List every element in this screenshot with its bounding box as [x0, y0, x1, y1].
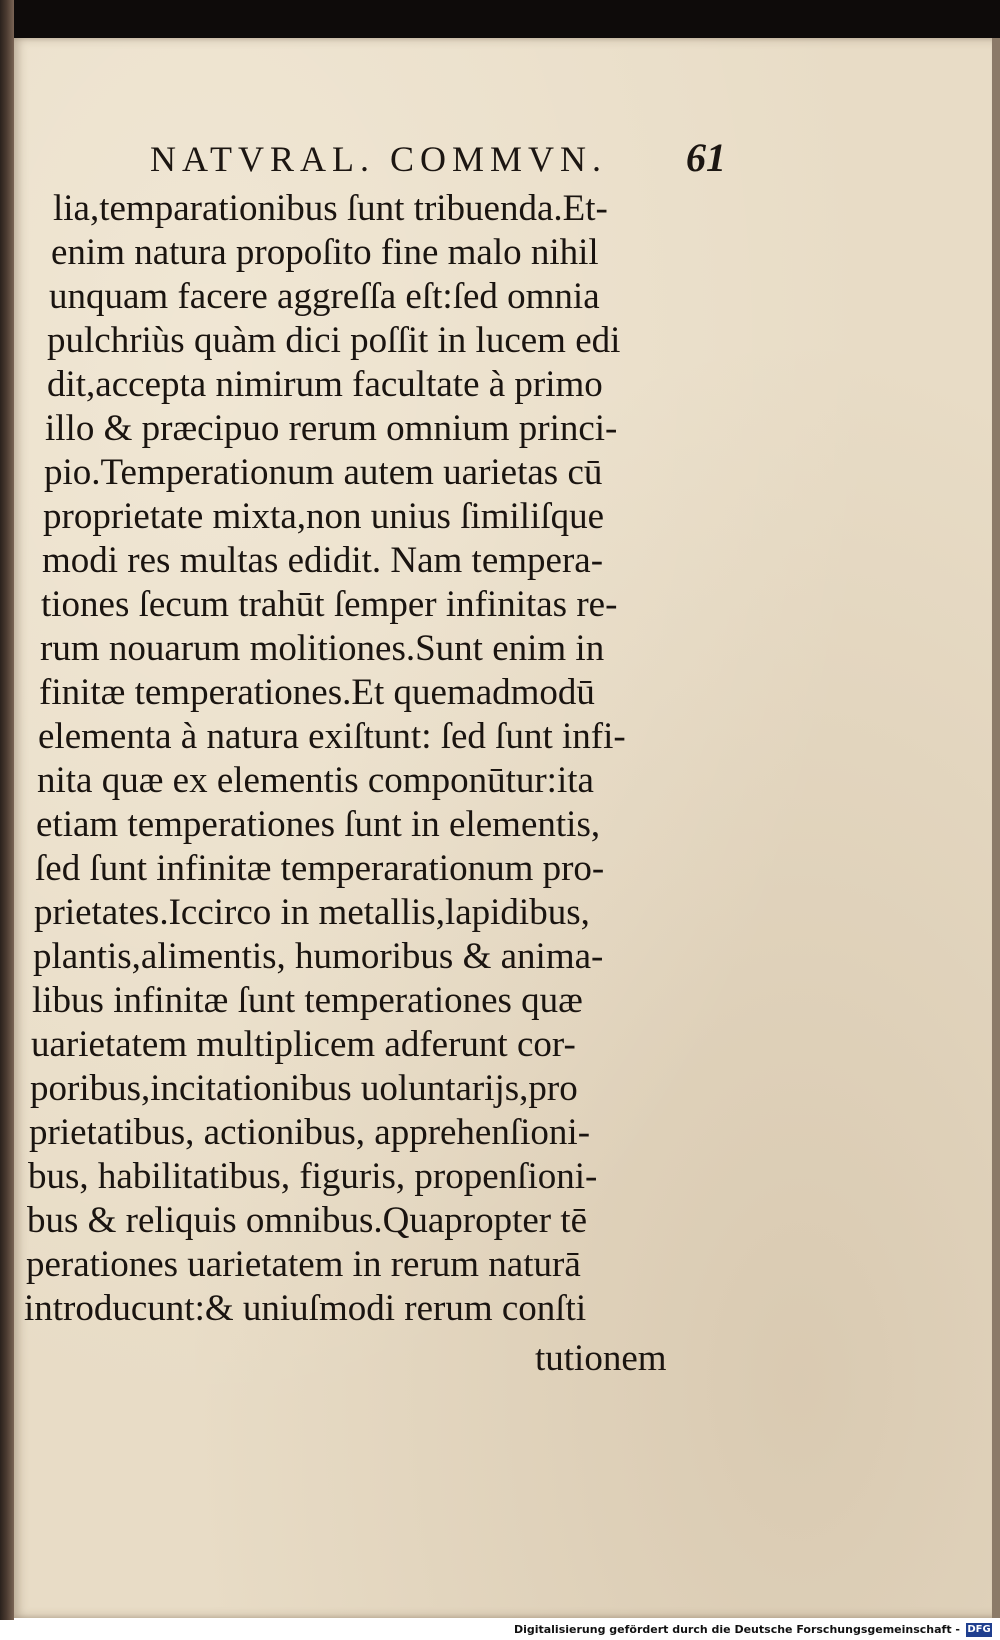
text-line: proprietate mixta,non unius ſimiliſque [43, 496, 605, 537]
text-line: prietatibus, actionibus, apprehenſioni- [29, 1112, 591, 1153]
text-line: elementa à natura exiſtunt: ſed ſunt infi- [38, 716, 626, 757]
text-line: nita quæ ex elementis componūtur:ita [37, 760, 594, 801]
text-line: enim natura propoſito fine malo nihil [51, 232, 599, 273]
text-line: tiones ſecum trahūt ſemper infinitas re- [41, 584, 618, 625]
text-line: perationes uarietatem in rerum naturā [26, 1244, 581, 1285]
text-line: pio.Temperationum autem uarietas cū [44, 452, 603, 493]
catchword: tutionem [535, 1338, 667, 1379]
text-line: etiam temperationes ſunt in elementis, [36, 804, 601, 845]
text-line: rum nouarum molitiones.Sunt enim in [40, 628, 605, 669]
text-line: illo & præcipuo rerum omnium princi- [45, 408, 618, 449]
funding-credit: Digitalisierung gefördert durch die Deutsche Forschungsgemeinschaft - [513, 1623, 960, 1636]
text-line: modi res multas edidit. Nam tempera- [42, 540, 604, 581]
text-line: dit,accepta nimirum facultate à primo [47, 364, 603, 405]
text-line: prietates.Iccirco in metallis,lapidibus, [34, 892, 590, 933]
text-line: ſed ſunt infinitæ temperarationum pro- [35, 848, 605, 889]
text-line: finitæ temperationes.Et quemadmodū [39, 672, 595, 713]
page-number: 61 [686, 135, 726, 180]
text-line: poribus,incitationibus uoluntarijs,pro [30, 1068, 578, 1109]
text-line: uarietatem multiplicem adferunt cor- [31, 1024, 576, 1065]
text-line: plantis,alimentis, humoribus & anima- [33, 936, 604, 977]
text-line: bus & reliquis omnibus.Quapropter tē [27, 1200, 588, 1241]
text-line: lia,temparationibus ſunt tribuenda.Et- [53, 188, 608, 229]
text-line: introducunt:& uniuſmodi rerum conſti [24, 1288, 587, 1329]
text-line: libus infinitæ ſunt temperationes quæ [32, 980, 583, 1021]
text-line: bus, habilitatibus, figuris, propenſioni- [28, 1156, 598, 1197]
dfg-logo-icon: DFG [967, 1624, 991, 1635]
scan-footer [0, 1620, 1000, 1640]
text-line: unquam facere aggreſſa eſt:ſed omnia [49, 276, 600, 317]
text-line: pulchriùs quàm dici poſſit in lucem edi [47, 320, 621, 361]
running-head: NATVRAL. COMMVN. [150, 139, 608, 179]
